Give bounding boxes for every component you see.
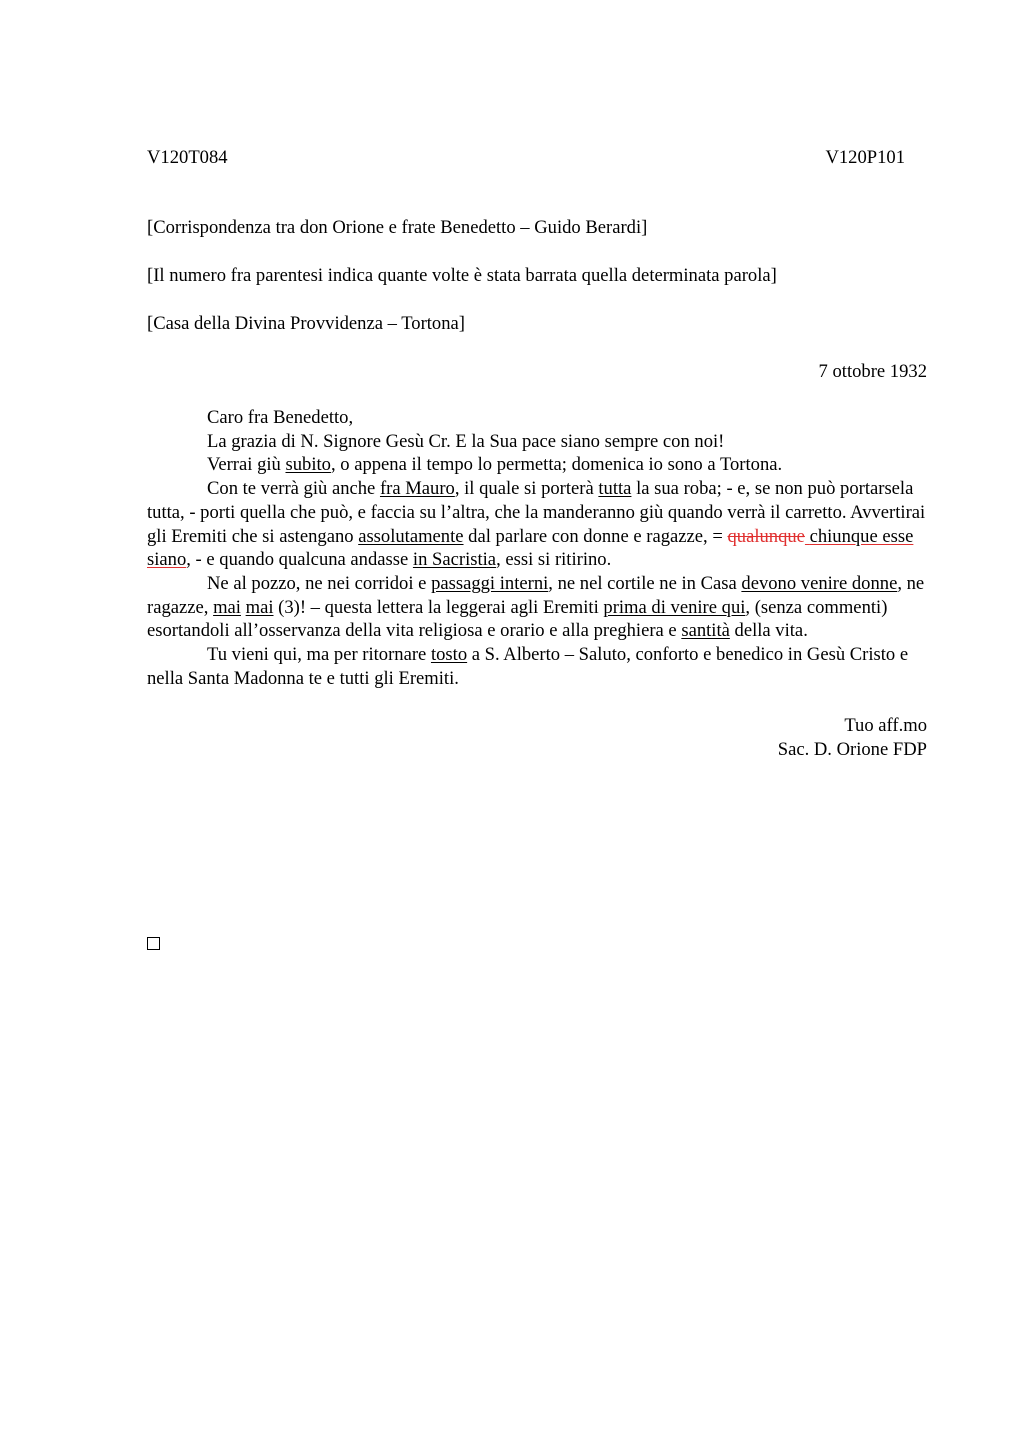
underlined-word: assolutamente [358,525,464,547]
editorial-note: [Il numero fra parentesi indica quante volte è stata barrata quella determinata parola] [147,265,777,286]
underlined-word: mai [245,596,274,618]
letter-page [147,144,927,762]
underlined-word: mai [213,596,241,618]
letter-date: 7 ottobre 1932 [818,361,927,382]
underlined-word: tosto [430,644,468,666]
underlined-word: tutta [598,478,632,500]
underlined-word: passaggi interni [431,572,549,594]
underlined-word: devono venire donne [741,572,898,594]
paragraph-1: La grazia di N. Signore Gesù Cr. E la Sua pace siano sempre con noi! [207,430,725,452]
underlined-word: santità [681,620,730,642]
code-right: V120P101 [825,147,905,168]
underlined-word: in Sacristia [412,549,497,571]
correspondence-title: [Corrispondenza tra don Orione e frate Benedetto – Guido Berardi] [147,217,648,238]
struck-word: qualunque [727,525,805,547]
place-line: [Casa della Divina Provvidenza – Tortona] [147,313,465,334]
paragraph-3: Con te verrà giù anche fra Mauro, il quale si porterà tutta la sua roba; - e, se non può portarsela tutta, - porti quella che può, e faccia su l’altra, che la manderanno giù quando verrà il carretto. Avvertirai gli Eremiti che si astengano assolutamente dal parlare con donne e ragazze, = qualunque chiunque esse siano, - e quando qualcuna andasse in Sacristia, essi si ritirino. [147,478,926,571]
signer-name: Sac. D. Orione FDP [777,739,927,761]
underlined-correction: chiunque esse siano [147,525,914,571]
document-codes [147,144,927,174]
signature-block [147,714,927,761]
greeting: Caro fra Benedetto, [207,407,354,428]
letter-body [147,406,927,690]
underlined-word: subito [285,454,331,476]
paragraph-5: Tu vieni qui, ma per ritornare tosto a S. Alberto – Saluto, conforto e benedico in Gesù Cristo e nella Santa Madonna te e tutti gli Eremiti. [147,644,909,689]
underlined-word: prima di venire qui [603,596,746,618]
underlined-word: fra Mauro [379,478,455,500]
code-left: V120T084 [147,147,228,168]
closing: Tuo aff.mo [844,715,927,737]
checkbox-square-icon [147,937,160,950]
paragraph-4: Ne al pozzo, ne nei corridoi e passaggi interni, ne nel cortile ne in Casa devono venire donne, ne ragazze, mai mai (3)! – questa lettera la leggerai agli Eremiti prima di venire qui, (senza commenti) esortandoli all’osservanza della vita religiosa e orario e alla preghiera e santità della vita. [147,572,925,642]
paragraph-2: Verrai giù subito, o appena il tempo lo permetta; domenica io sono a Tortona. [207,454,783,476]
